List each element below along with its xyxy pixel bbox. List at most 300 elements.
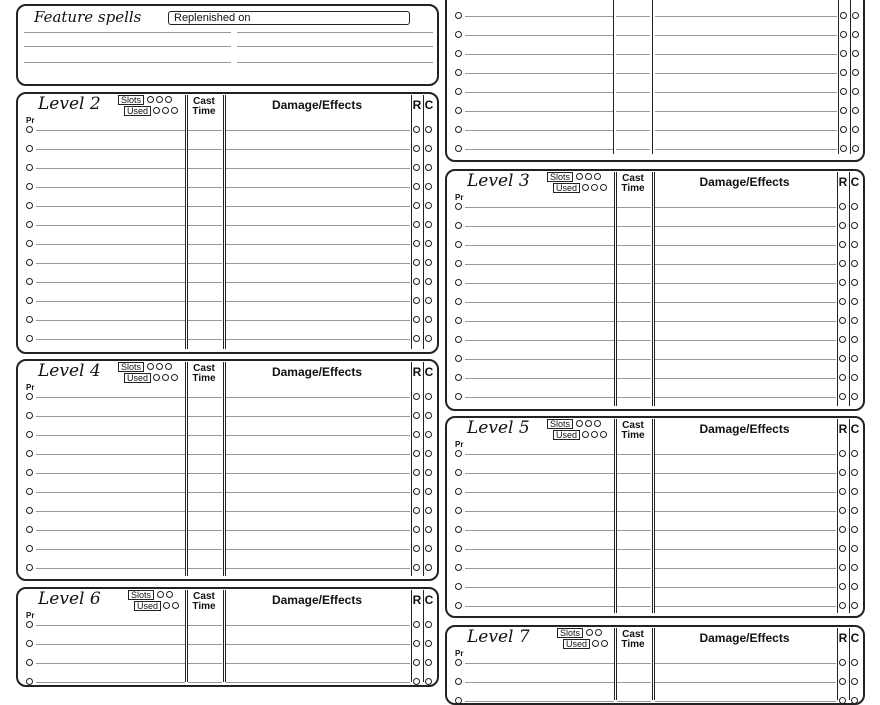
ritual-circle[interactable] [839, 298, 846, 305]
prepared-circle[interactable] [26, 221, 33, 228]
cast-time-line[interactable] [188, 225, 222, 226]
cast-time-line[interactable] [616, 16, 650, 17]
damage-effects-line[interactable] [655, 149, 837, 150]
damage-effects-line[interactable] [226, 244, 410, 245]
concentration-circle[interactable] [425, 297, 432, 304]
prepared-circle[interactable] [455, 659, 462, 666]
cast-time-line[interactable] [617, 245, 651, 246]
ritual-circle[interactable] [839, 393, 846, 400]
spell-name-line[interactable] [465, 568, 614, 569]
concentration-circle[interactable] [425, 621, 432, 628]
slot-circle[interactable] [586, 629, 593, 636]
concentration-circle[interactable] [851, 583, 858, 590]
ritual-circle[interactable] [413, 564, 420, 571]
damage-effects-line[interactable] [655, 473, 836, 474]
spell-name-line[interactable] [36, 416, 185, 417]
cast-time-line[interactable] [617, 701, 651, 702]
spell-name-line[interactable] [465, 245, 614, 246]
concentration-circle[interactable] [425, 202, 432, 209]
prepared-circle[interactable] [26, 564, 33, 571]
concentration-circle[interactable] [852, 126, 859, 133]
concentration-circle[interactable] [425, 278, 432, 285]
slot-circle[interactable] [165, 363, 172, 370]
spell-name-line[interactable] [36, 225, 185, 226]
used-circle[interactable] [582, 431, 589, 438]
concentration-circle[interactable] [851, 260, 858, 267]
damage-effects-line[interactable] [226, 301, 410, 302]
spell-name-line[interactable] [465, 35, 613, 36]
damage-effects-line[interactable] [226, 187, 410, 188]
spell-name-line[interactable] [36, 625, 185, 626]
ritual-circle[interactable] [839, 203, 846, 210]
cast-time-line[interactable] [617, 359, 651, 360]
prepared-circle[interactable] [26, 621, 33, 628]
prepared-circle[interactable] [455, 260, 462, 267]
ritual-circle[interactable] [840, 126, 847, 133]
spell-name-line[interactable] [465, 149, 613, 150]
damage-effects-line[interactable] [226, 530, 410, 531]
cast-time-line[interactable] [188, 301, 222, 302]
replenished-on-field[interactable] [168, 11, 410, 25]
used-circle[interactable] [153, 374, 160, 381]
concentration-circle[interactable] [425, 126, 432, 133]
cast-time-line[interactable] [188, 530, 222, 531]
feature-line[interactable] [237, 62, 433, 63]
cast-time-line[interactable] [617, 568, 651, 569]
concentration-circle[interactable] [425, 316, 432, 323]
damage-effects-line[interactable] [655, 35, 837, 36]
cast-time-line[interactable] [188, 435, 222, 436]
prepared-circle[interactable] [26, 412, 33, 419]
spell-name-line[interactable] [465, 454, 614, 455]
prepared-circle[interactable] [26, 297, 33, 304]
cast-time-line[interactable] [616, 111, 650, 112]
concentration-circle[interactable] [851, 678, 858, 685]
spell-name-line[interactable] [36, 492, 185, 493]
concentration-circle[interactable] [851, 526, 858, 533]
prepared-circle[interactable] [455, 241, 462, 248]
ritual-circle[interactable] [413, 316, 420, 323]
cast-time-line[interactable] [617, 264, 651, 265]
cast-time-line[interactable] [188, 454, 222, 455]
concentration-circle[interactable] [851, 298, 858, 305]
damage-effects-line[interactable] [655, 587, 836, 588]
used-circle[interactable] [153, 107, 160, 114]
concentration-circle[interactable] [425, 507, 432, 514]
ritual-circle[interactable] [839, 583, 846, 590]
prepared-circle[interactable] [26, 278, 33, 285]
damage-effects-line[interactable] [655, 663, 836, 664]
ritual-circle[interactable] [840, 145, 847, 152]
damage-effects-line[interactable] [655, 226, 836, 227]
ritual-circle[interactable] [840, 107, 847, 114]
damage-effects-line[interactable] [655, 549, 836, 550]
cast-time-line[interactable] [188, 149, 222, 150]
spell-name-line[interactable] [36, 530, 185, 531]
concentration-circle[interactable] [425, 659, 432, 666]
cast-time-line[interactable] [188, 492, 222, 493]
used-circle[interactable] [162, 374, 169, 381]
used-circle[interactable] [163, 602, 170, 609]
used-circle[interactable] [582, 184, 589, 191]
ritual-circle[interactable] [413, 678, 420, 685]
cast-time-line[interactable] [617, 549, 651, 550]
spell-name-line[interactable] [465, 549, 614, 550]
concentration-circle[interactable] [852, 145, 859, 152]
ritual-circle[interactable] [413, 507, 420, 514]
cast-time-line[interactable] [188, 282, 222, 283]
damage-effects-line[interactable] [655, 378, 836, 379]
slot-circle[interactable] [156, 363, 163, 370]
prepared-circle[interactable] [26, 526, 33, 533]
slot-circle[interactable] [594, 420, 601, 427]
concentration-circle[interactable] [851, 564, 858, 571]
cast-time-line[interactable] [188, 416, 222, 417]
damage-effects-line[interactable] [226, 549, 410, 550]
prepared-circle[interactable] [455, 488, 462, 495]
damage-effects-line[interactable] [655, 397, 836, 398]
ritual-circle[interactable] [839, 241, 846, 248]
ritual-circle[interactable] [413, 526, 420, 533]
spell-name-line[interactable] [36, 435, 185, 436]
spell-name-line[interactable] [36, 682, 185, 683]
ritual-circle[interactable] [840, 69, 847, 76]
damage-effects-line[interactable] [655, 245, 836, 246]
damage-effects-line[interactable] [226, 511, 410, 512]
concentration-circle[interactable] [425, 259, 432, 266]
concentration-circle[interactable] [851, 203, 858, 210]
feature-line[interactable] [24, 62, 231, 63]
prepared-circle[interactable] [455, 126, 462, 133]
cast-time-line[interactable] [188, 130, 222, 131]
slot-circle[interactable] [165, 96, 172, 103]
slot-circle[interactable] [147, 363, 154, 370]
cast-time-line[interactable] [188, 568, 222, 569]
spell-name-line[interactable] [465, 701, 614, 702]
slot-circle[interactable] [576, 173, 583, 180]
ritual-circle[interactable] [413, 621, 420, 628]
ritual-circle[interactable] [413, 450, 420, 457]
spell-name-line[interactable] [465, 397, 614, 398]
prepared-circle[interactable] [455, 31, 462, 38]
cast-time-line[interactable] [617, 340, 651, 341]
cast-time-line[interactable] [616, 73, 650, 74]
damage-effects-line[interactable] [655, 321, 836, 322]
prepared-circle[interactable] [455, 602, 462, 609]
damage-effects-line[interactable] [655, 111, 837, 112]
spell-name-line[interactable] [465, 321, 614, 322]
damage-effects-line[interactable] [226, 225, 410, 226]
concentration-circle[interactable] [851, 317, 858, 324]
ritual-circle[interactable] [840, 31, 847, 38]
slot-circle[interactable] [585, 420, 592, 427]
spell-name-line[interactable] [465, 359, 614, 360]
concentration-circle[interactable] [425, 450, 432, 457]
prepared-circle[interactable] [26, 335, 33, 342]
concentration-circle[interactable] [851, 222, 858, 229]
spell-name-line[interactable] [465, 283, 614, 284]
damage-effects-line[interactable] [226, 130, 410, 131]
ritual-circle[interactable] [413, 335, 420, 342]
cast-time-line[interactable] [188, 320, 222, 321]
spell-name-line[interactable] [36, 168, 185, 169]
ritual-circle[interactable] [839, 602, 846, 609]
ritual-circle[interactable] [839, 374, 846, 381]
spell-name-line[interactable] [465, 207, 614, 208]
cast-time-line[interactable] [188, 511, 222, 512]
damage-effects-line[interactable] [655, 283, 836, 284]
cast-time-line[interactable] [188, 187, 222, 188]
ritual-circle[interactable] [839, 659, 846, 666]
cast-time-line[interactable] [617, 473, 651, 474]
prepared-circle[interactable] [455, 203, 462, 210]
prepared-circle[interactable] [455, 69, 462, 76]
spell-name-line[interactable] [36, 568, 185, 569]
ritual-circle[interactable] [839, 317, 846, 324]
ritual-circle[interactable] [413, 240, 420, 247]
cast-time-line[interactable] [617, 492, 651, 493]
spell-name-line[interactable] [36, 473, 185, 474]
spell-name-line[interactable] [36, 263, 185, 264]
damage-effects-line[interactable] [655, 264, 836, 265]
slot-circle[interactable] [147, 96, 154, 103]
damage-effects-line[interactable] [655, 16, 837, 17]
concentration-circle[interactable] [851, 279, 858, 286]
used-circle[interactable] [171, 374, 178, 381]
damage-effects-line[interactable] [226, 473, 410, 474]
spell-name-line[interactable] [465, 264, 614, 265]
concentration-circle[interactable] [425, 526, 432, 533]
prepared-circle[interactable] [455, 107, 462, 114]
spell-name-line[interactable] [36, 663, 185, 664]
concentration-circle[interactable] [425, 412, 432, 419]
cast-time-line[interactable] [617, 587, 651, 588]
cast-time-line[interactable] [617, 283, 651, 284]
spell-name-line[interactable] [36, 187, 185, 188]
ritual-circle[interactable] [840, 12, 847, 19]
prepared-circle[interactable] [455, 355, 462, 362]
concentration-circle[interactable] [425, 164, 432, 171]
concentration-circle[interactable] [851, 241, 858, 248]
prepared-circle[interactable] [455, 697, 462, 704]
damage-effects-line[interactable] [226, 568, 410, 569]
prepared-circle[interactable] [26, 659, 33, 666]
cast-time-line[interactable] [617, 207, 651, 208]
cast-time-line[interactable] [617, 321, 651, 322]
spell-name-line[interactable] [465, 302, 614, 303]
ritual-circle[interactable] [839, 336, 846, 343]
prepared-circle[interactable] [26, 431, 33, 438]
prepared-circle[interactable] [455, 526, 462, 533]
cast-time-line[interactable] [617, 454, 651, 455]
ritual-circle[interactable] [839, 507, 846, 514]
concentration-circle[interactable] [851, 697, 858, 704]
concentration-circle[interactable] [852, 31, 859, 38]
prepared-circle[interactable] [455, 50, 462, 57]
concentration-circle[interactable] [852, 50, 859, 57]
spell-name-line[interactable] [465, 130, 613, 131]
prepared-circle[interactable] [455, 507, 462, 514]
cast-time-line[interactable] [188, 263, 222, 264]
concentration-circle[interactable] [852, 69, 859, 76]
ritual-circle[interactable] [839, 450, 846, 457]
damage-effects-line[interactable] [655, 92, 837, 93]
ritual-circle[interactable] [413, 431, 420, 438]
prepared-circle[interactable] [455, 298, 462, 305]
concentration-circle[interactable] [851, 545, 858, 552]
damage-effects-line[interactable] [226, 339, 410, 340]
prepared-circle[interactable] [26, 469, 33, 476]
damage-effects-line[interactable] [226, 492, 410, 493]
ritual-circle[interactable] [839, 545, 846, 552]
prepared-circle[interactable] [455, 564, 462, 571]
used-circle[interactable] [600, 184, 607, 191]
spell-name-line[interactable] [465, 587, 614, 588]
prepared-circle[interactable] [26, 545, 33, 552]
spell-name-line[interactable] [36, 282, 185, 283]
damage-effects-line[interactable] [655, 454, 836, 455]
damage-effects-line[interactable] [655, 73, 837, 74]
damage-effects-line[interactable] [655, 207, 836, 208]
cast-time-line[interactable] [188, 682, 222, 683]
prepared-circle[interactable] [26, 145, 33, 152]
damage-effects-line[interactable] [655, 530, 836, 531]
prepared-circle[interactable] [26, 259, 33, 266]
ritual-circle[interactable] [413, 278, 420, 285]
cast-time-line[interactable] [616, 149, 650, 150]
concentration-circle[interactable] [425, 183, 432, 190]
spell-name-line[interactable] [465, 340, 614, 341]
concentration-circle[interactable] [425, 564, 432, 571]
damage-effects-line[interactable] [226, 416, 410, 417]
ritual-circle[interactable] [413, 145, 420, 152]
spell-name-line[interactable] [465, 54, 613, 55]
prepared-circle[interactable] [455, 450, 462, 457]
slot-circle[interactable] [594, 173, 601, 180]
prepared-circle[interactable] [26, 640, 33, 647]
damage-effects-line[interactable] [226, 282, 410, 283]
slot-circle[interactable] [166, 591, 173, 598]
feature-line[interactable] [237, 46, 433, 47]
prepared-circle[interactable] [455, 393, 462, 400]
prepared-circle[interactable] [455, 317, 462, 324]
prepared-circle[interactable] [26, 316, 33, 323]
ritual-circle[interactable] [413, 640, 420, 647]
cast-time-line[interactable] [616, 54, 650, 55]
spell-name-line[interactable] [36, 149, 185, 150]
prepared-circle[interactable] [26, 393, 33, 400]
prepared-circle[interactable] [26, 450, 33, 457]
cast-time-line[interactable] [617, 663, 651, 664]
ritual-circle[interactable] [840, 88, 847, 95]
used-circle[interactable] [162, 107, 169, 114]
concentration-circle[interactable] [425, 145, 432, 152]
spell-name-line[interactable] [465, 492, 614, 493]
prepared-circle[interactable] [26, 507, 33, 514]
damage-effects-line[interactable] [655, 682, 836, 683]
used-circle[interactable] [600, 431, 607, 438]
ritual-circle[interactable] [839, 355, 846, 362]
ritual-circle[interactable] [413, 221, 420, 228]
spell-name-line[interactable] [465, 530, 614, 531]
concentration-circle[interactable] [851, 355, 858, 362]
concentration-circle[interactable] [425, 221, 432, 228]
ritual-circle[interactable] [413, 545, 420, 552]
spell-name-line[interactable] [36, 301, 185, 302]
slot-circle[interactable] [157, 591, 164, 598]
slot-circle[interactable] [595, 629, 602, 636]
ritual-circle[interactable] [839, 222, 846, 229]
damage-effects-line[interactable] [655, 340, 836, 341]
ritual-circle[interactable] [839, 469, 846, 476]
cast-time-line[interactable] [616, 35, 650, 36]
damage-effects-line[interactable] [226, 320, 410, 321]
concentration-circle[interactable] [851, 469, 858, 476]
damage-effects-line[interactable] [226, 435, 410, 436]
slot-circle[interactable] [156, 96, 163, 103]
ritual-circle[interactable] [413, 202, 420, 209]
damage-effects-line[interactable] [655, 701, 836, 702]
cast-time-line[interactable] [188, 244, 222, 245]
cast-time-line[interactable] [616, 92, 650, 93]
damage-effects-line[interactable] [226, 663, 410, 664]
spell-name-line[interactable] [465, 606, 614, 607]
concentration-circle[interactable] [425, 431, 432, 438]
concentration-circle[interactable] [425, 640, 432, 647]
spell-name-line[interactable] [465, 473, 614, 474]
ritual-circle[interactable] [413, 164, 420, 171]
prepared-circle[interactable] [455, 88, 462, 95]
prepared-circle[interactable] [455, 583, 462, 590]
prepared-circle[interactable] [455, 374, 462, 381]
concentration-circle[interactable] [425, 240, 432, 247]
ritual-circle[interactable] [413, 412, 420, 419]
spell-name-line[interactable] [36, 244, 185, 245]
spell-name-line[interactable] [465, 511, 614, 512]
ritual-circle[interactable] [839, 697, 846, 704]
used-circle[interactable] [591, 184, 598, 191]
ritual-circle[interactable] [839, 260, 846, 267]
ritual-circle[interactable] [413, 488, 420, 495]
ritual-circle[interactable] [839, 564, 846, 571]
ritual-circle[interactable] [413, 393, 420, 400]
ritual-circle[interactable] [839, 488, 846, 495]
spell-name-line[interactable] [36, 644, 185, 645]
spell-name-line[interactable] [36, 339, 185, 340]
cast-time-line[interactable] [188, 397, 222, 398]
prepared-circle[interactable] [26, 183, 33, 190]
cast-time-line[interactable] [617, 606, 651, 607]
ritual-circle[interactable] [413, 183, 420, 190]
cast-time-line[interactable] [617, 682, 651, 683]
concentration-circle[interactable] [425, 393, 432, 400]
prepared-circle[interactable] [26, 488, 33, 495]
damage-effects-line[interactable] [226, 397, 410, 398]
used-circle[interactable] [592, 640, 599, 647]
damage-effects-line[interactable] [655, 359, 836, 360]
slot-circle[interactable] [585, 173, 592, 180]
ritual-circle[interactable] [413, 126, 420, 133]
ritual-circle[interactable] [839, 279, 846, 286]
spell-name-line[interactable] [36, 320, 185, 321]
cast-time-line[interactable] [188, 625, 222, 626]
spell-name-line[interactable] [36, 397, 185, 398]
prepared-circle[interactable] [26, 678, 33, 685]
spell-name-line[interactable] [465, 378, 614, 379]
prepared-circle[interactable] [455, 545, 462, 552]
spell-name-line[interactable] [465, 73, 613, 74]
concentration-circle[interactable] [425, 335, 432, 342]
